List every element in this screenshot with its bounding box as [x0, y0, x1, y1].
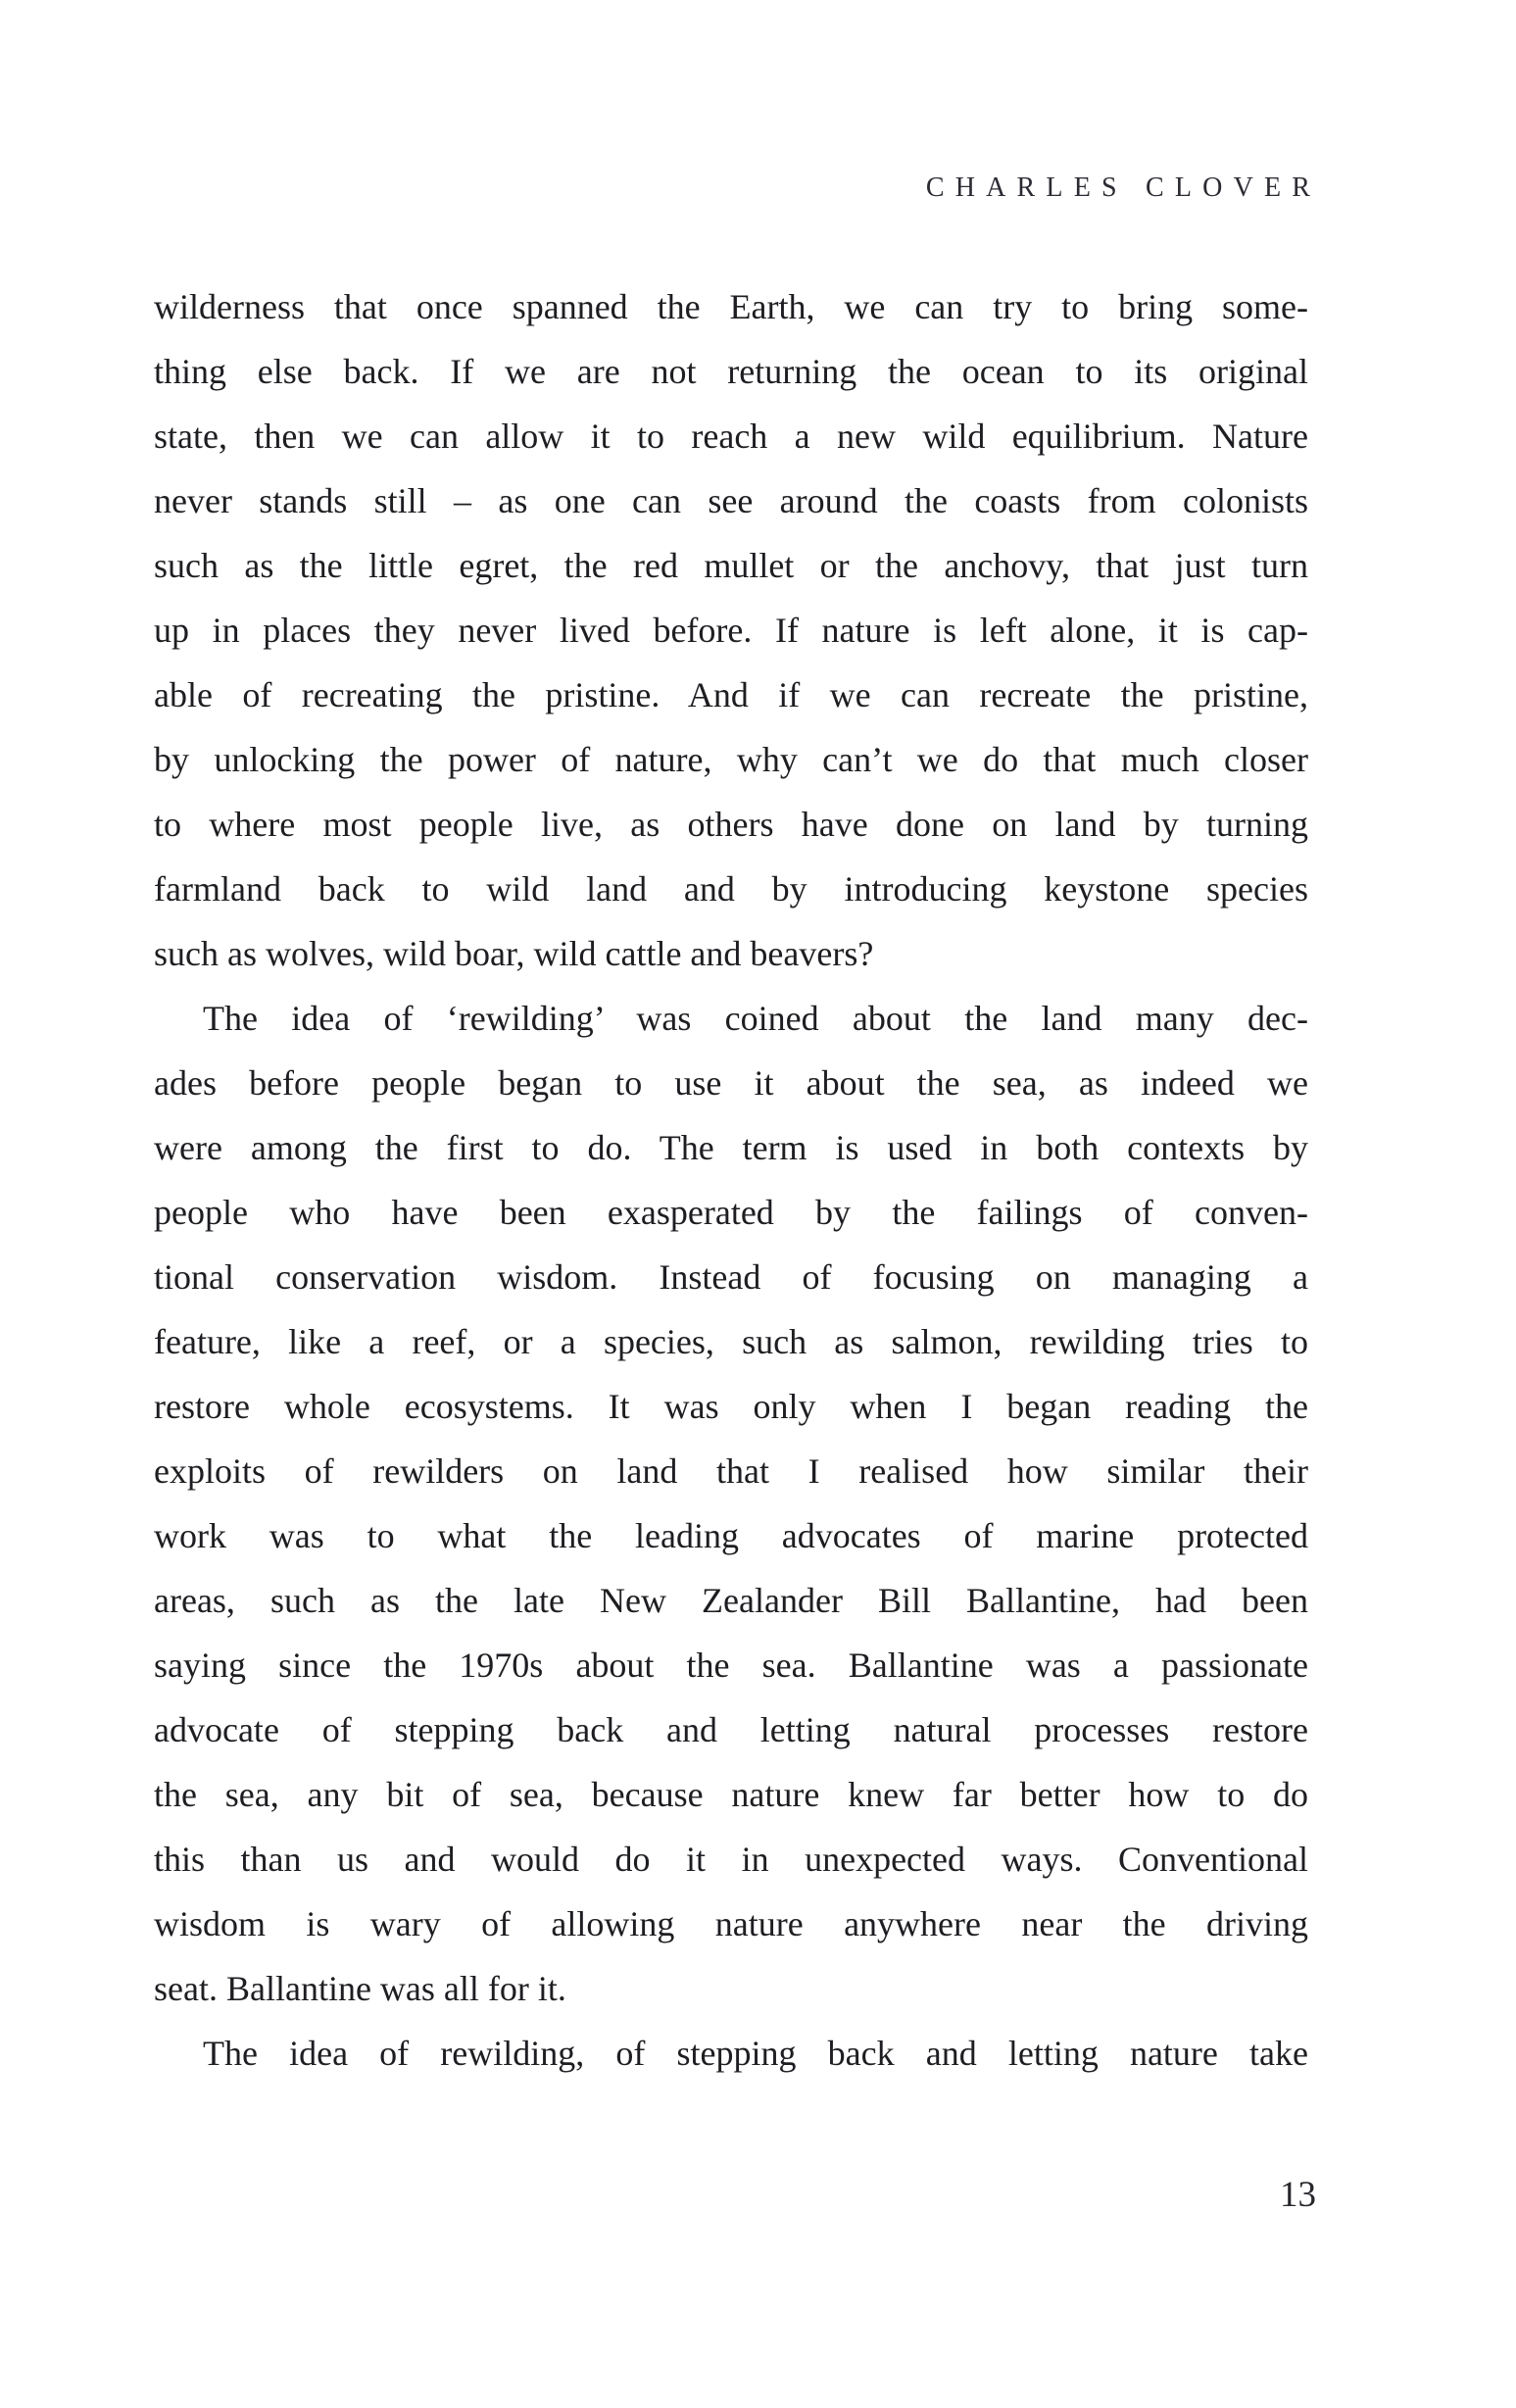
- text-line: able of recreating the pristine. And if we can recreate the pristine,: [154, 675, 1308, 714]
- text-line paragraph-start: The idea of ‘rewilding’ was coined about the land many dec-: [203, 999, 1308, 1038]
- text-line: advocate of stepping back and letting natural processes restore: [154, 1710, 1308, 1749]
- text-line: never stands still – as one can see around the coasts from colonists: [154, 481, 1308, 520]
- text-line: feature, like a reef, or a species, such as salmon, rewilding tries to: [154, 1322, 1308, 1361]
- text-line: areas, such as the late New Zealander Bill Ballantine, had been: [154, 1581, 1308, 1620]
- page-number: 13: [1280, 2175, 1316, 2215]
- text-line: wisdom is wary of allowing nature anywhere near the driving: [154, 1904, 1308, 1943]
- running-head: CHARLES CLOVER: [925, 172, 1322, 203]
- text-line: people who have been exasperated by the failings of conven-: [154, 1193, 1308, 1232]
- text-line: to where most people live, as others have done on land by turning: [154, 805, 1308, 844]
- text-line: exploits of rewilders on land that I realised how similar their: [154, 1451, 1308, 1491]
- text-line: farmland back to wild land and by introducing keystone species: [154, 869, 1308, 909]
- text-line: such as the little egret, the red mullet or the anchovy, that just turn: [154, 546, 1308, 585]
- text-line: ades before people began to use it about the sea, as indeed we: [154, 1063, 1308, 1103]
- text-line: thing else back. If we are not returning the ocean to its original: [154, 352, 1308, 391]
- text-line: this than us and would do it in unexpected ways. Conventional: [154, 1840, 1308, 1879]
- body-text: [154, 274, 1308, 2086]
- text-line: tional conservation wisdom. Instead of focusing on managing a: [154, 1257, 1308, 1297]
- text-line: by unlocking the power of nature, why can’t we do that much closer: [154, 740, 1308, 779]
- text-line: work was to what the leading advocates of marine protected: [154, 1516, 1308, 1555]
- text-line: restore whole ecosystems. It was only when I began reading the: [154, 1387, 1308, 1426]
- text-line: saying since the 1970s about the sea. Ballantine was a passionate: [154, 1646, 1308, 1685]
- text-line: state, then we can allow it to reach a new wild equilibrium. Nature: [154, 417, 1308, 456]
- text-line: up in places they never lived before. If nature is left alone, it is cap-: [154, 611, 1308, 650]
- text-line: seat. Ballantine was all for it.: [154, 1969, 566, 2008]
- text-line: wilderness that once spanned the Earth, we can try to bring some-: [154, 287, 1308, 326]
- text-line: were among the first to do. The term is used in both contexts by: [154, 1128, 1308, 1167]
- text-line paragraph-start: The idea of rewilding, of stepping back and letting nature take: [203, 2034, 1308, 2073]
- text-line: the sea, any bit of sea, because nature knew far better how to do: [154, 1775, 1308, 1814]
- text-line: such as wolves, wild boar, wild cattle and beavers?: [154, 934, 874, 973]
